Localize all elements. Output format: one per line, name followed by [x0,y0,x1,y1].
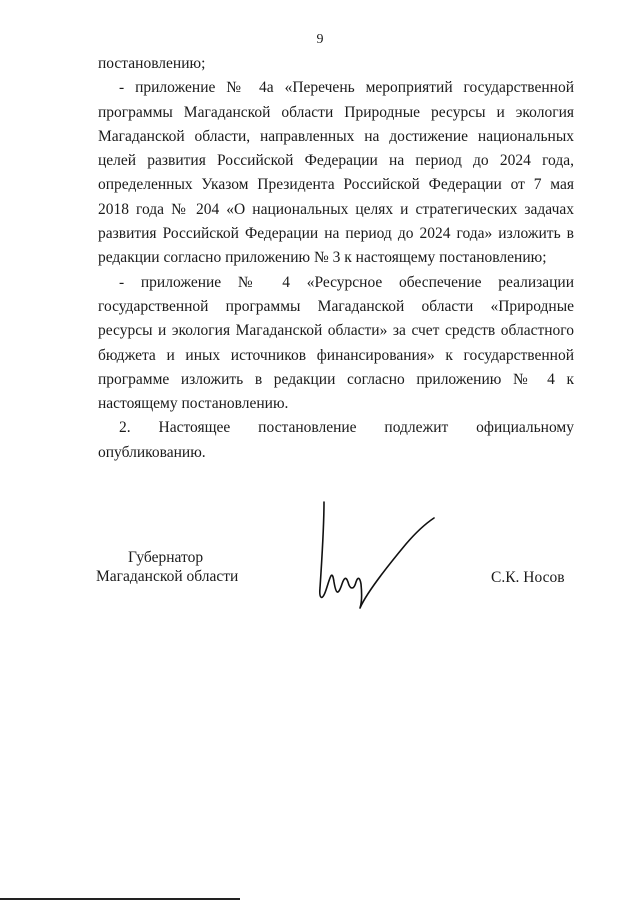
handwritten-signature [306,498,446,618]
page-number: 9 [316,32,324,47]
signature-block [0,548,640,648]
signer-title [96,548,238,586]
page-bottom-rule [0,898,240,900]
signer-name: С.К. Носов [491,569,565,586]
paragraph-publication: 2. Настоящее постановление подлежит официальному опубликованию. [98,419,574,461]
signer-position: Губернатор [128,549,204,566]
signer-organization: Магаданской области [96,568,239,585]
paragraph-appendix-4a: - приложение № 4а «Перечень мероприятий государственной программы Магаданской области Природные ресурсы и экология Магаданской области, направленных на достижение национальных целей развития Российской Федерации на период до 2024 года, определенных Указом Президента Российской Федерации от 7 мая 2018 года № 204 «О национальных целях и стратегических задачах развития Российской Федерации на период до 2024 года» изложить в редакции согласно приложению № 3 к настоящему постановлению; [98,79,574,267]
paragraph-appendix-4: - приложение № 4 «Ресурсное обеспечение реализации государственной программы Магаданской области «Природные ресурсы и экология Магаданской области» за счет средств областного бюджета и иных источников финансирования» к государственной программе изложить в редакции согласно приложению № 4 к настоящему постановлению. [98,273,574,413]
document-body [98,52,574,465]
paragraph-continuation: постановлению; [98,55,206,72]
